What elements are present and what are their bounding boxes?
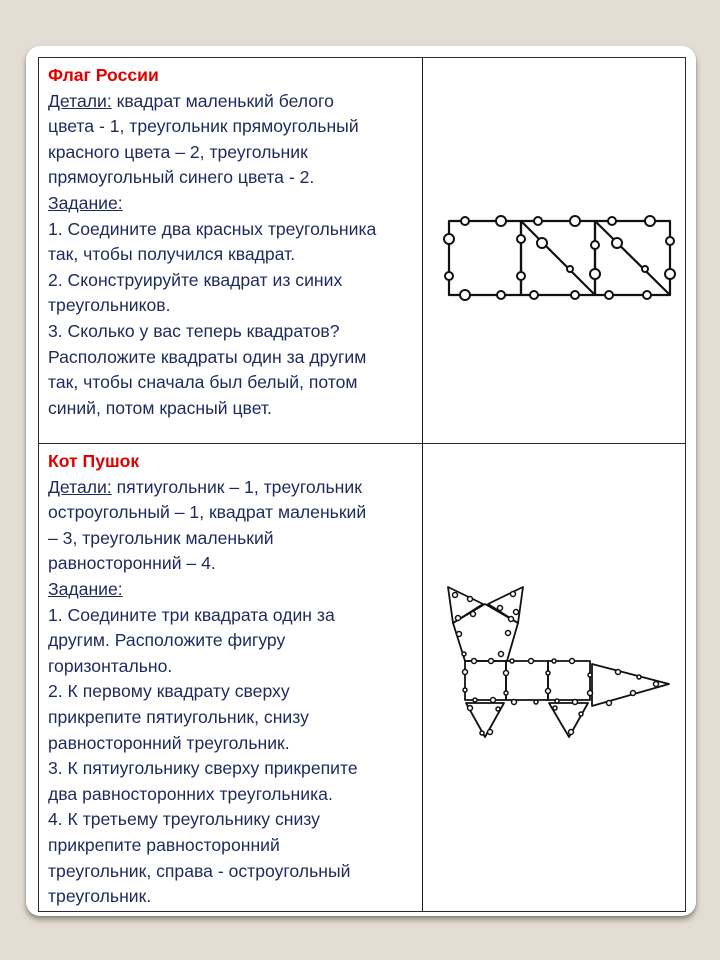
details-line: прямоугольный синего цвета - 2. xyxy=(48,167,315,188)
task-line: горизонтально. xyxy=(48,655,173,676)
task-line: так, чтобы получился квадрат. xyxy=(48,244,296,265)
details-label: Детали: xyxy=(48,90,112,111)
details-line: квадрат маленький белого xyxy=(111,90,334,111)
task-line: 3. Сколько у вас теперь квадратов? xyxy=(48,320,340,341)
cat-figure-cell xyxy=(424,444,685,911)
task-line: 2. Сконструируйте квадрат из синих xyxy=(48,269,343,290)
task-line: треугольник. xyxy=(48,886,152,907)
flag-squares-diagram xyxy=(424,58,687,443)
square-3 xyxy=(548,661,590,700)
flag-text-cell xyxy=(39,58,423,443)
diagonal-red xyxy=(521,221,595,295)
task-line: 1. Соедините три квадрата один за xyxy=(48,604,335,625)
task-line: прикрепите пятиугольник, снизу xyxy=(48,706,309,727)
square-1 xyxy=(465,661,506,700)
cat-shape-diagram xyxy=(424,444,687,913)
task-label: Задание: xyxy=(48,578,123,599)
task-line: синий, потом красный цвет. xyxy=(48,397,272,418)
details-label: Детали: xyxy=(48,476,112,497)
task-line: два равносторонних треугольника. xyxy=(48,783,333,804)
task-line: другим. Расположите фигуру xyxy=(48,630,286,651)
task-table xyxy=(38,57,686,912)
details-line: красного цвета – 2, треугольник xyxy=(48,141,308,162)
task-line: 4. К третьему треугольнику снизу xyxy=(48,809,320,830)
details-line: – 3, треугольник маленький xyxy=(48,527,274,548)
ear-right xyxy=(488,587,523,623)
cat-text-cell xyxy=(39,444,423,911)
task-line: 1. Соедините два красных треугольника xyxy=(48,218,377,239)
task-line: так, чтобы сначала был белый, потом xyxy=(48,372,358,393)
square-2 xyxy=(506,661,548,700)
details-line: равносторонний – 4. xyxy=(48,553,216,574)
table-row-cat xyxy=(39,444,685,911)
task-line: треугольников. xyxy=(48,295,171,316)
task-line: треугольник, справа - остроугольный xyxy=(48,860,351,881)
details-line: цвета - 1, треугольник прямоугольный xyxy=(48,116,359,137)
square-white xyxy=(449,221,521,295)
details-line: остроугольный – 1, квадрат маленький xyxy=(48,502,367,523)
task-line: 3. К пятиугольнику сверху прикрепите xyxy=(48,758,358,779)
flag-figure-cell xyxy=(424,58,685,443)
task-line: Расположите квадраты один за другим xyxy=(48,346,367,367)
flag-title: Флаг России xyxy=(48,65,159,85)
task-label: Задание: xyxy=(48,192,123,213)
table-row-flag xyxy=(39,58,685,444)
task-line: прикрепите равносторонний xyxy=(48,834,280,855)
task-line: 2. К первому квадрату сверху xyxy=(48,681,290,702)
details-line: пятиугольник – 1, треугольник xyxy=(111,476,362,497)
diagonal-blue xyxy=(595,221,670,295)
cat-title: Кот Пушок xyxy=(48,451,140,471)
task-line: равносторонний треугольник. xyxy=(48,732,290,753)
